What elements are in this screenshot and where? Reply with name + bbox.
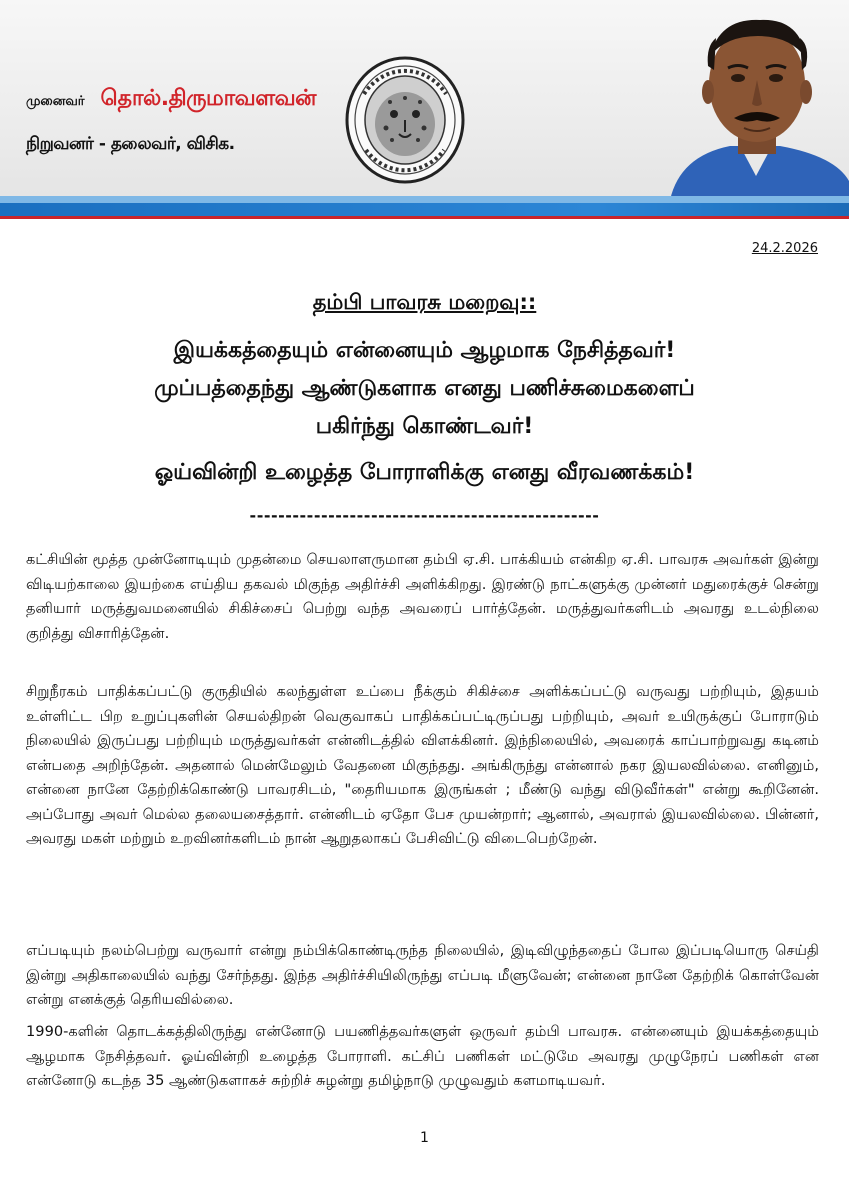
headline-line-1: இயக்கத்தையும் என்னையும் ஆழமாக நேசித்தவர்!	[173, 338, 676, 363]
banner-stripe-blue	[0, 203, 849, 216]
letterhead-banner	[0, 0, 849, 205]
document-date: 24.2.2026	[751, 241, 818, 256]
body-paragraph-4: 1990-களின் தொடக்கத்திலிருந்து என்னோடு பயணித்தவர்களுள் ஒருவர் தம்பி பாவரசு. என்னையும் இயக்கத்தையும் ஆழமாக நேசித்தவர். ஓய்வின்றி உழைத்த போராளி. கட்சிப் பணிகள் மட்டுமே அவரது முழுநேரப் பணிகள் என என்னோடு கடந்த 35 ஆண்டுகளாகச் சுற்றிச் சுழன்று தமிழ்நாடு முழுவதும் களமாடியவர்.	[26, 1023, 819, 1089]
leader-name: தொல்.திருமாவளவன்	[100, 86, 316, 111]
body-paragraph-3: எப்படியும் நலம்பெற்று வருவார் என்று நம்பிக்கொண்டிருந்த நிலையில், இடிவிழுந்ததைப் போல இப்படியொரு செய்தி இன்று அதிகாலையில் வந்து சேர்ந்தது. இந்த அதிர்ச்சியிலிருந்து எப்படி மீளுவேன்; என்னை நானே தேற்றிக் கொள்வேன் என்று எனக்குத் தெரியவில்லை.	[26, 942, 819, 1008]
body-paragraph-1: கட்சியின் மூத்த முன்னோடியும் முதன்மை செயலாளருமான தம்பி ஏ.சி. பாக்கியம் என்கிற ஏ.சி. பாவரசு அவர்கள் இன்று விடியற்காலை இயற்கை எய்திய தகவல் மிகுந்த அதிர்ச்சி அளிக்கிறது. இரண்டு நாட்களுக்கு முன்னர் மதுரைக்குச் சென்று தனியார் மருத்துவமனையில் சிகிச்சைப் பெற்று வந்த அவரைப் பார்த்தேன். மருத்துவர்களிடம் அவரது உடல்நிலை குறித்து விசாரித்தேன்.	[26, 551, 819, 642]
page-number: 1	[420, 1130, 429, 1146]
leader-prefix: முனைவர்	[26, 94, 85, 109]
leader-designation: நிறுவனர் - தலைவர், விசிக.	[26, 134, 235, 154]
leader-name-line	[26, 86, 316, 114]
banner-stripe-light	[0, 196, 849, 203]
headline-line-4: ஓய்வின்றி உழைத்த போராளிக்கு எனது வீரவணக்கம்!	[154, 460, 695, 485]
document-title	[0, 290, 849, 317]
headline-line-2: முப்பத்தைந்து ஆண்டுகளாக எனது பணிச்சுமைகளைப்	[154, 376, 695, 401]
separator-line: -------------------------------------------------	[249, 506, 600, 525]
document-title-text: தம்பி பாவரசு மறைவு::	[312, 290, 537, 314]
leader-portrait	[660, 6, 849, 200]
body-paragraph-2: சிறுநீரகம் பாதிக்கப்பட்டு குருதியில் கலந்துள்ள உப்பை நீக்கும் சிகிச்சை அளிக்கப்பட்டு வருவது பற்றியும், இதயம் உள்ளிட்ட பிற உறுப்புகளின் செயல்திறன் வெகுவாகப் பாதிக்கப்பட்டிருப்பது பற்றியும், அவர் உயிருக்குப் போராடும் நிலையில் இருப்பது பற்றியும் மருத்துவர்கள் என்னிடத்தில் விளக்கினர். இந்நிலையில், அவரைக் காப்பாற்றுவது கடினம் என்பதை அறிந்தேன். அதனால் மென்மேலும் வேதனை மிகுந்தது. அங்கிருந்து என்னால் நகர இயலவில்லை. எனினும், என்னை நானே தேற்றிக்கொண்டு பாவரசிடம், "தைரியமாக இருங்கள் ; மீண்டு வந்து விடுவீர்கள்" என்று கூறினேன். அப்போது அவர் மெல்ல தலையசைத்தார். என்னிடம் ஏதோ பேச முயன்றார்; ஆனால், அவரால் இயலவில்லை. பின்னர், அவரது மகள் மற்றும் உறவினர்களிடம் நான் ஆறுதலாகப் பேசிவிட்டு விடைபெற்றேன்.	[26, 683, 819, 847]
party-seal-emblem	[344, 54, 466, 184]
headline-line-3: பகிர்ந்து கொண்டவர்!	[315, 414, 534, 439]
banner-stripe-red	[0, 216, 849, 219]
